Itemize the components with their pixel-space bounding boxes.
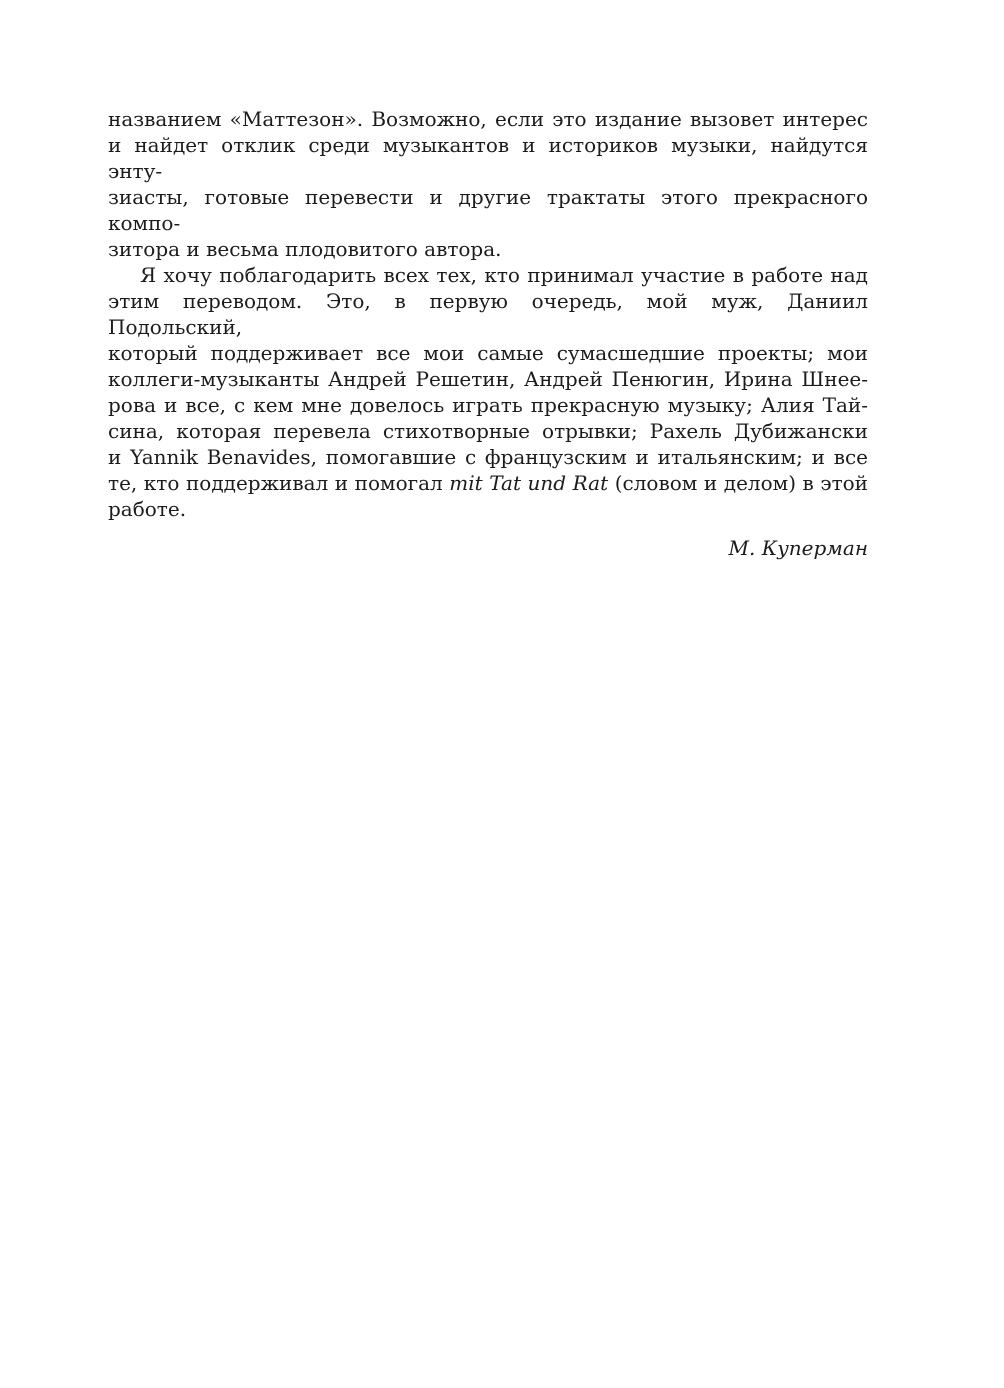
author-signature: М. Куперман (728, 536, 868, 560)
text-line: Я хочу поблагодарить всех тех, кто принимал участие в работе над (140, 263, 868, 287)
text-segment: те, кто поддерживал и помогал (108, 471, 450, 495)
text-line: названием «Маттезон». Возможно, если это издание вызовет интерес (108, 107, 868, 131)
text-line: сина, которая перевела стихотворные отрывки; Рахель Дубижански (108, 419, 868, 443)
text-line: и Yannik Benavides, помогавшие с французским и итальянским; и все (108, 445, 868, 469)
text-line: который поддерживает все мои самые сумасшедшие проекты; мои (108, 341, 868, 365)
acknowledgements-block (108, 106, 868, 561)
text-line: зитора и весьма плодовитого автора. (108, 237, 502, 261)
text-segment: (словом и делом) в этой (608, 471, 869, 495)
text-line: коллеги-музыканты Андрей Решетин, Андрей Пенюгин, Ирина Шнее- (108, 367, 868, 391)
paragraph-1 (108, 106, 868, 262)
italic-phrase: mit Tat und Rat (449, 471, 609, 495)
paragraph-2 (108, 262, 868, 522)
text-line: и найдет отклик среди музыкантов и историков музыки, найдутся энту- (108, 133, 868, 183)
text-line-mixed (108, 470, 868, 496)
text-line: рова и все, с кем мне довелось играть прекрасную музыку; Алия Тай- (108, 393, 868, 417)
text-line: работе. (108, 497, 187, 521)
text-line: зиасты, готовые перевести и другие трактаты этого прекрасного компо- (108, 185, 868, 235)
text-line: этим переводом. Это, в первую очередь, мой муж, Даниил Подольский, (108, 289, 868, 339)
